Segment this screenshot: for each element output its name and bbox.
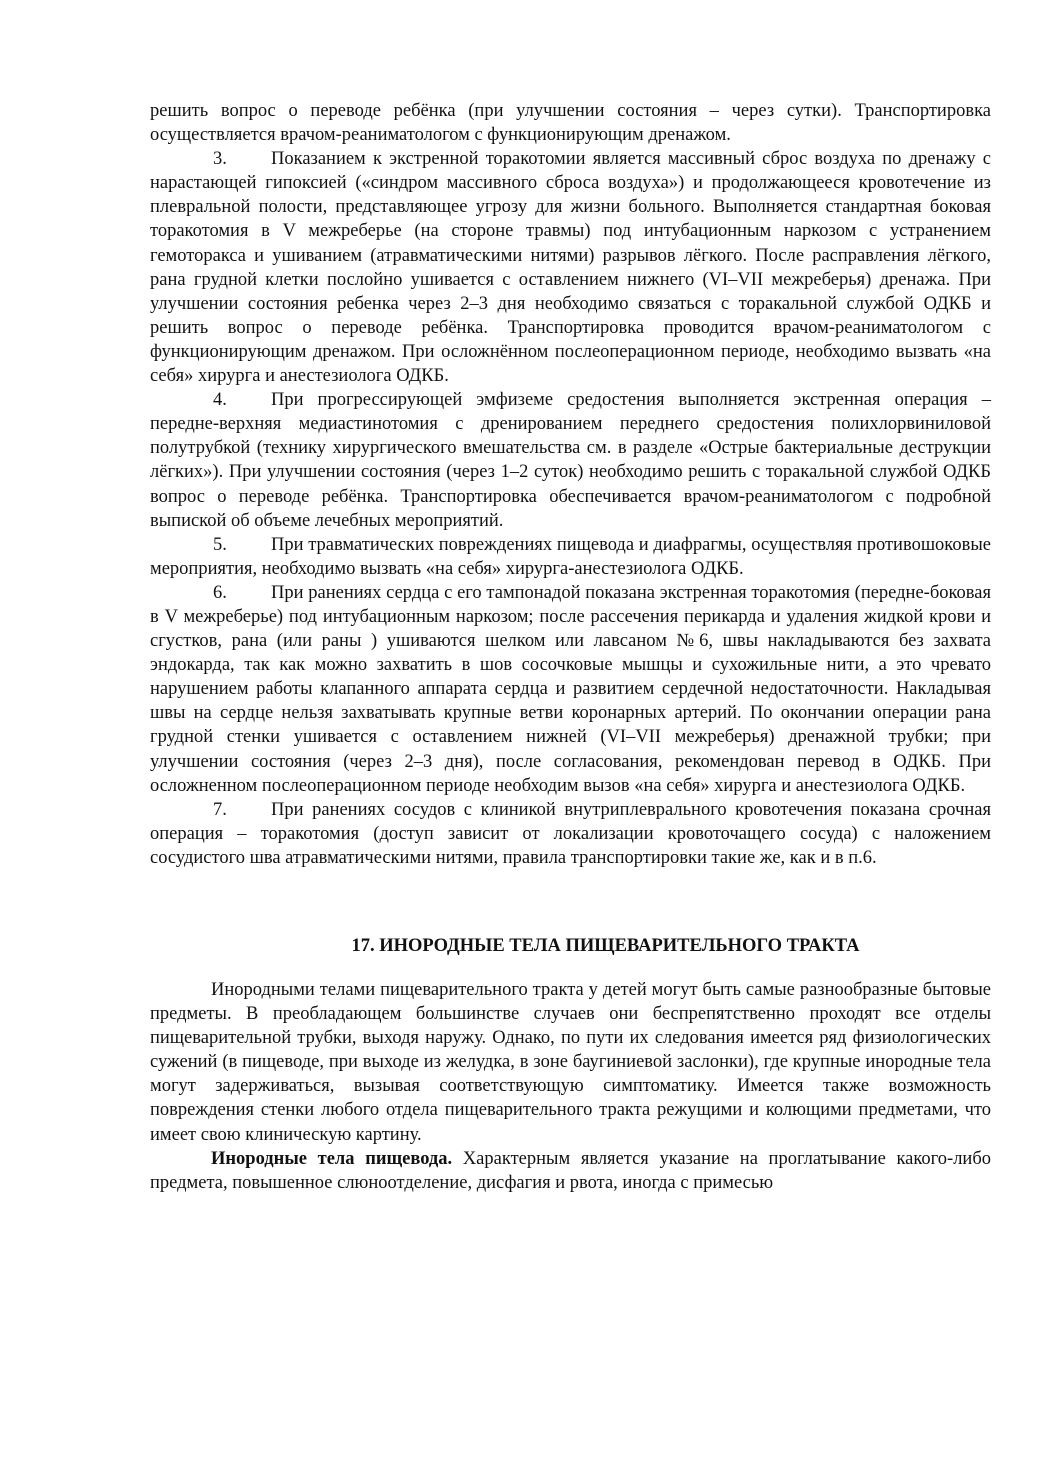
esophagus-text: Характерным является указание на проглатывание какого-либо предмета, повышенное слюноотделение, дисфагия и рвота, иногда с примесью — [150, 1148, 991, 1193]
item-number: 4. — [213, 390, 227, 411]
item-text: При ранениях сердца с его тампонадой показана экстренная торакотомия (передне-боковая в V межреберье) под интубационным наркозом; после рассечения перикарда и удаления жидкой крови и сгустков, рана (или раны ) ушиваются шелком или лавсаном №6, швы накладываются без захвата эндокарда, так как можно захватить в шов сосочковые мышцы и сухожильные нити, а это чревато нарушением работы клапанного аппарата сердца и развитием сердечной недостаточности. Накладывая швы на сердце нельзя захватывать крупные ветви коронарных артерий. По окончании операции рана грудной стенки ушивается с оставлением нижней (VI–VII межреберья) дренажной трубки; при улучшении состояния (через 2–3 дня), после согласования, рекомендован перевод в ОДКБ. При осложненном послеоперационном периоде необходим вызов «на себя» хирурга и анестезиолога ОДКБ. — [150, 582, 991, 796]
spacer — [150, 870, 991, 934]
esophagus-paragraph — [150, 1147, 991, 1195]
item-text: Показанием к экстренной торакотомии является массивный сброс воздуха по дренажу с нарастающей гипоксией («синдром массивного сброса воздуха») и продолжающееся кровотечение из плевральной полости, представляющее угрозу для жизни больного. Выполняется стандартная боковая торакотомия в V межреберье (на стороне травмы) под интубационным наркозом с устранением гемоторакса и ушиванием (атравматическими нитями) разрывов лёгкого. После расправления лёгкого, рана грудной клетки послойно ушивается с оставлением нижнего (VI–VII межреберья) дренажа. При улучшении состояния ребенка через 2–3 дня необходимо связаться с торакальной службой ОДКБ и решить вопрос о переводе ребёнка. Транспортировка проводится врачом-реаниматологом с функционирующим дренажом. При осложнённом послеоперационном периоде, необходимо вызвать «на себя» хирурга и анестезиолога ОДКБ. — [150, 149, 991, 387]
item-text: При травматических повреждениях пищевода и диафрагмы, осуществляя противошоковые мероприятия, необходимо вызвать «на себя» хирурга-анестезиолога ОДКБ. — [150, 534, 991, 579]
document-page — [150, 99, 991, 1195]
section-paragraph: Инородными телами пищеварительного тракта у детей могут быть самые разнообразные бытовые предметы. В преобладающем большинстве случаев они беспрепятственно проходят все отделы пищеварительной трубки, выходя наружу. Однако, по пути их следования имеется ряд физиологических сужений (в пищеводе, при выходе из желудка, в зоне баугиниевой заслонки), где крупные инородные тела могут задерживаться, вызывая соответствующую симптоматику. Имеется также возможность повреждения стенки любого отдела пищеварительного тракта режущими и колющими предметами, что имеет свою клиническую картину. — [150, 980, 991, 1145]
item-number: 5. — [213, 534, 227, 555]
list-item-7 — [150, 798, 991, 870]
spacer — [150, 958, 991, 978]
list-item-5 — [150, 533, 991, 581]
item-number: 6. — [213, 582, 227, 603]
item-number: 7. — [213, 799, 227, 820]
item-text: При ранениях сосудов с клиникой внутриплеврального кровотечения показана срочная операция – торакотомия (доступ зависит от локализации кровоточащего сосуда) с наложением сосудистого шва атравматическими нитями, правила транспортировки такие же, как и в п.6. — [150, 799, 991, 868]
item-text: При прогрессирующей эмфиземе средостения выполняется экстренная операция – передне-верхняя медиастинотомия с дренированием переднего средостения полихлорвиниловой полутрубкой (технику хирургического вмешательства см. в разделе «Острые бактериальные деструкции лёгких»). При улучшении состояния (через 1–2 суток) необходимо решить с торакальной службой ОДКБ вопрос о переводе ребёнка. Транспортировка обеспечивается врачом-реаниматологом с подробной выпиской об объеме лечебных мероприятий. — [150, 390, 991, 531]
item-number: 3. — [213, 149, 227, 170]
esophagus-heading: Инородные тела пищевода. — [211, 1148, 453, 1169]
list-item-4 — [150, 388, 991, 533]
intro-paragraph: решить вопрос о переводе ребёнка (при улучшении состояния – через сутки). Транспортировка осуществляется врачом-реаниматологом с функционирующим дренажом. — [150, 101, 991, 146]
list-item-3 — [150, 147, 991, 388]
list-item-6 — [150, 581, 991, 798]
section-heading: 17. ИНОРОДНЫЕ ТЕЛА ПИЩЕВАРИТЕЛЬНОГО ТРАКТА — [351, 936, 860, 956]
